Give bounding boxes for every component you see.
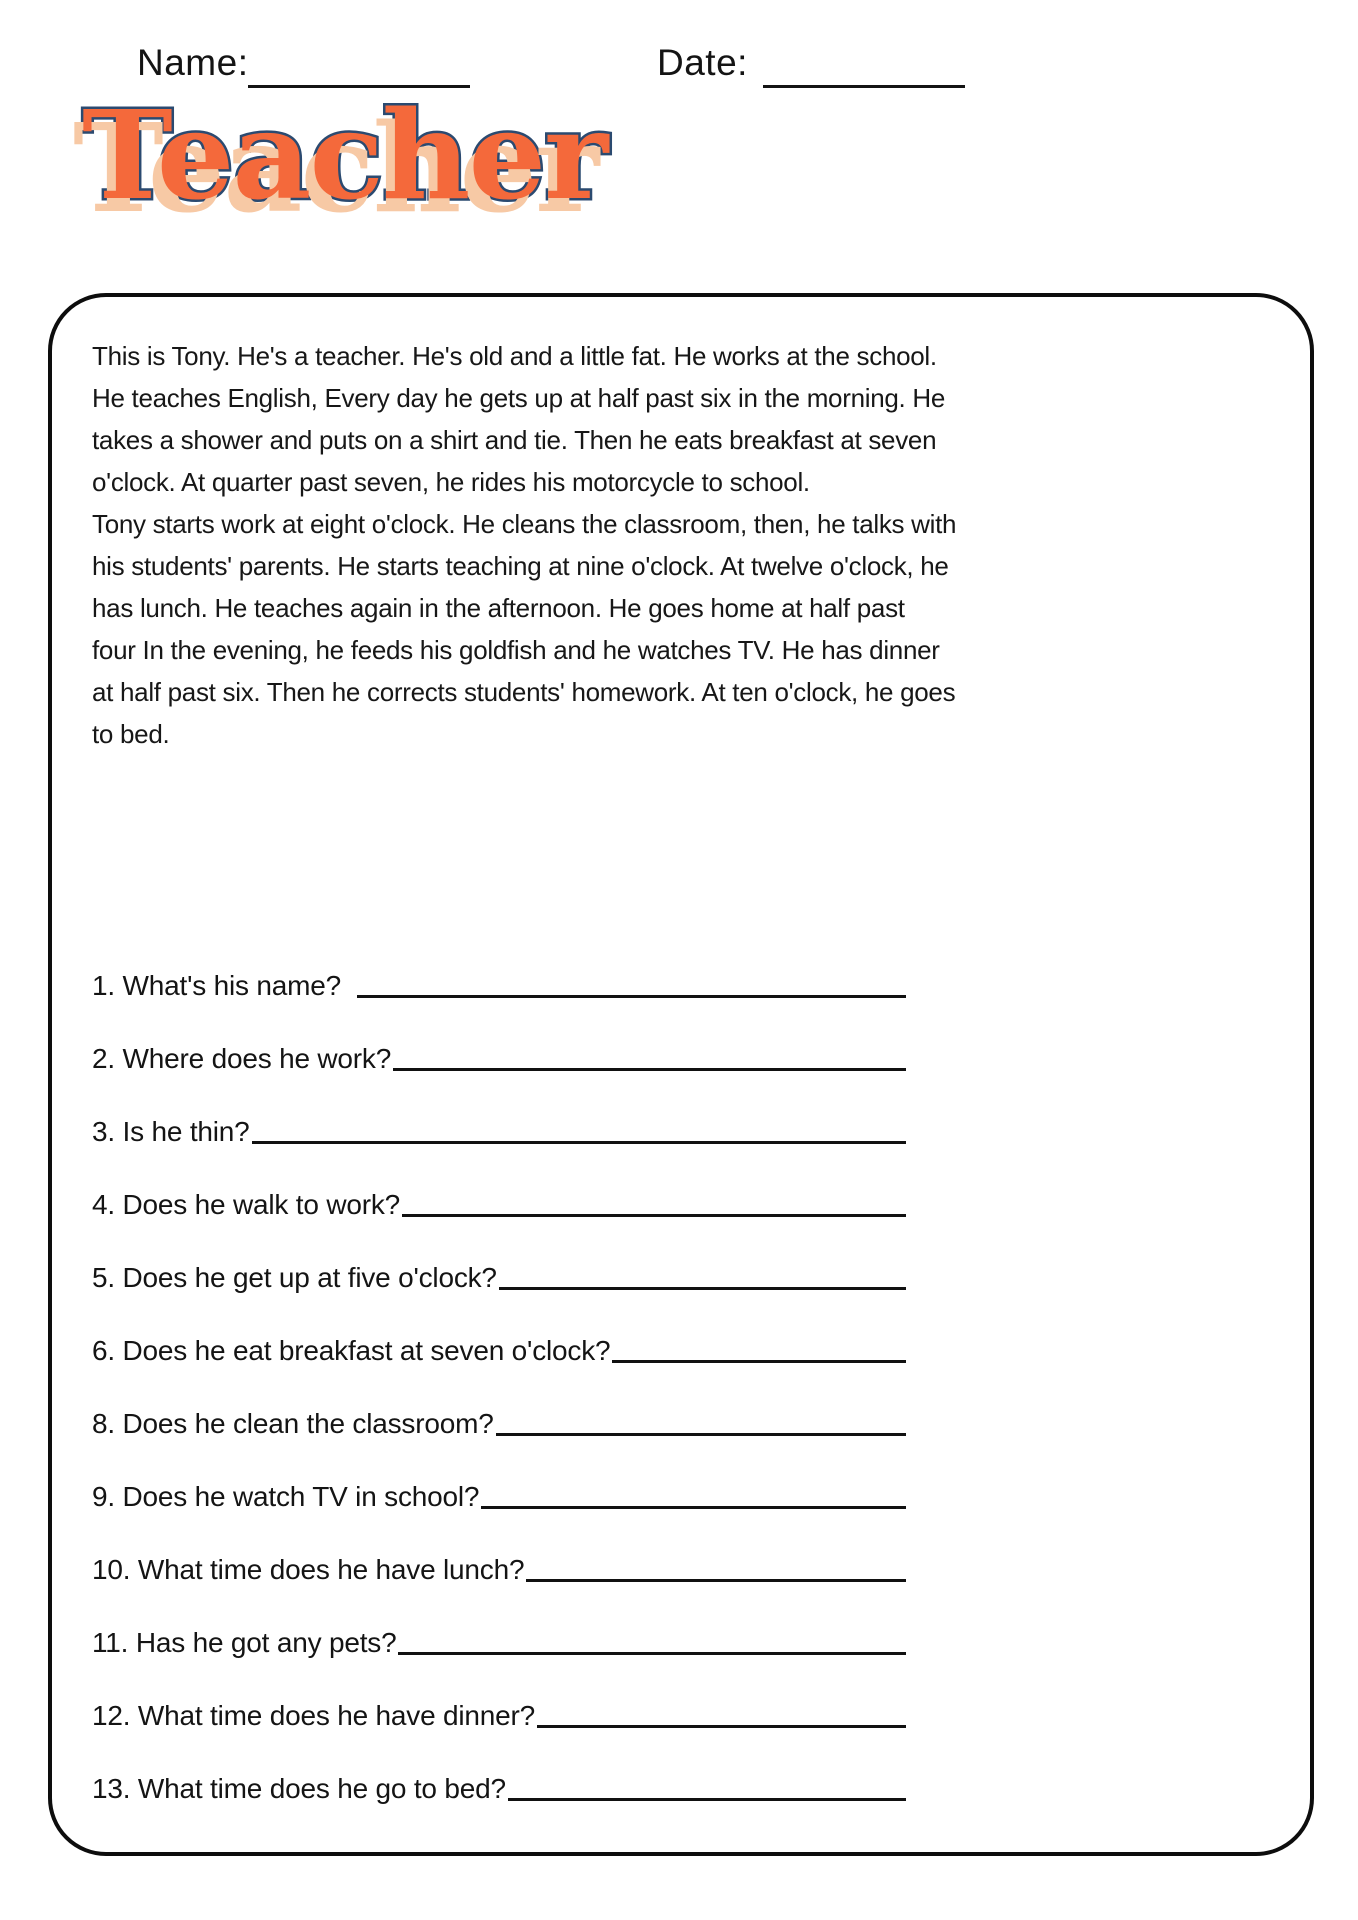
question-row [92, 1628, 906, 1658]
question-label: 2. Where does he work? [92, 1043, 392, 1074]
answer-blank-line [612, 1336, 906, 1363]
question-label: 11. Has he got any pets? [92, 1627, 397, 1658]
question-label: 4. Does he walk to work? [92, 1189, 401, 1220]
question-label: 8. Does he clean the classroom? [92, 1408, 494, 1439]
question-label: 5. Does he get up at five o'clock? [92, 1262, 497, 1293]
passage-line: takes a shower and puts on a shirt and tie. Then he eats breakfast at seven [92, 425, 937, 455]
question-row [92, 1701, 906, 1731]
answer-blank-line [393, 1044, 906, 1071]
question-label: 10. What time does he have lunch? [92, 1554, 525, 1585]
question-row [92, 1409, 906, 1439]
passage-line: his students' parents. He starts teaching at nine o'clock. At twelve o'clock, he [92, 551, 949, 581]
reading-passage [92, 335, 1270, 755]
question-row [92, 1482, 906, 1512]
question-row [92, 1044, 906, 1074]
date-blank-line [763, 42, 965, 88]
question-row [92, 1190, 906, 1220]
question-label: 9. Does he watch TV in school? [92, 1481, 480, 1512]
question-label: 1. What's his name? [92, 970, 341, 1001]
answer-blank-line [252, 1117, 906, 1144]
answer-blank-line [508, 1774, 906, 1801]
name-label: Name: [137, 42, 249, 83]
date-label: Date: [657, 42, 748, 83]
answer-blank-line [398, 1628, 906, 1655]
passage-line: He teaches English, Every day he gets up at half past six in the morning. He [92, 383, 946, 413]
passage-line: o'clock. At quarter past seven, he rides his motorcycle to school. [92, 467, 810, 497]
name-blank-line [248, 42, 470, 88]
question-row [92, 1774, 906, 1804]
passage-line: Tony starts work at eight o'clock. He cleans the classroom, then, he talks with [92, 509, 957, 539]
question-label: 6. Does he eat breakfast at seven o'clock? [92, 1335, 611, 1366]
passage-line: four In the evening, he feeds his goldfish and he watches TV. He has dinner [92, 635, 940, 665]
question-row [92, 1263, 906, 1293]
answer-blank-line [537, 1701, 906, 1728]
questions-list [92, 971, 906, 1804]
answer-blank-line [526, 1555, 906, 1582]
question-row [92, 1555, 906, 1585]
passage-line: has lunch. He teaches again in the afternoon. He goes home at half past [92, 593, 905, 623]
passage-line: to bed. [92, 719, 170, 749]
question-row [92, 1117, 906, 1147]
passage-line: This is Tony. He's a teacher. He's old and a little fat. He works at the school. [92, 341, 937, 371]
question-label: 13. What time does he go to bed? [92, 1773, 506, 1804]
answer-blank-line [402, 1190, 906, 1217]
question-row [92, 971, 906, 1001]
question-row [92, 1336, 906, 1366]
answer-blank-line [499, 1263, 906, 1290]
content-box [48, 293, 1314, 1856]
passage-line: at half past six. Then he corrects students' homework. At ten o'clock, he goes [92, 677, 956, 707]
answer-blank-line [496, 1409, 906, 1436]
worksheet-title: Teacher [82, 83, 607, 227]
question-label: 12. What time does he have dinner? [92, 1700, 536, 1731]
question-label: 3. Is he thin? [92, 1116, 250, 1147]
answer-blank-line [481, 1482, 906, 1509]
answer-blank-line [357, 971, 906, 998]
